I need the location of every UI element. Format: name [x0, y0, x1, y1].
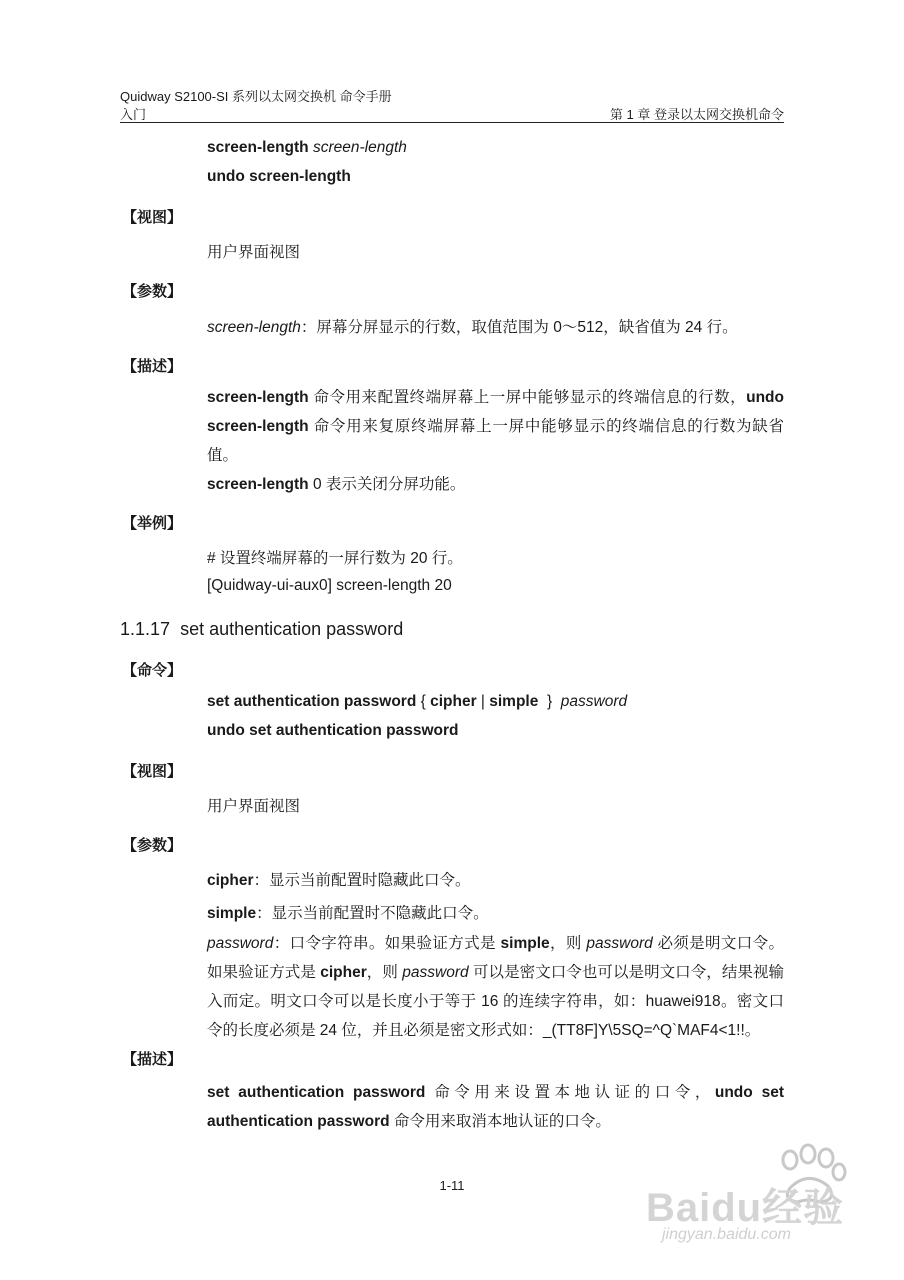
header-chapter: 第 1 章 登录以太网交换机命令 [609, 107, 784, 122]
example1-heading: 【举例】 [122, 515, 183, 532]
page-number: 1-11 [439, 1178, 465, 1193]
desc1-heading: 【描述】 [122, 358, 183, 375]
param2-heading: 【参数】 [122, 837, 183, 854]
desc1-paragraph: screen-length 命令用来配置终端屏幕上一屏中能够显示的终端信息的行数，undo screen-length 命令用来复原终端屏幕上一屏中能够显示的终端信息的行数为缺省值。 [207, 389, 784, 464]
example1-command: [Quidway-ui-aux0] screen-length 20 [207, 577, 452, 594]
cmd2-heading: 【命令】 [122, 662, 183, 679]
header-rule [120, 122, 784, 123]
example1-comment: # 设置终端屏幕的一屏行数为 20 行。 [207, 550, 463, 567]
cmd1-undo: undo screen-length [207, 168, 351, 185]
view2-heading: 【视图】 [122, 763, 183, 780]
desc1-paragraph-2: screen-length 0 表示关闭分屏功能。 [207, 476, 466, 493]
param2-password: password：口令字符串。如果验证方式是 simple，则 password 必须是明文口令。如果验证方式是 cipher，则 password 可以是密文口令也可以是明文口令，结果视输入而定。明文口令可以是长度小于等于 16 的连续字符串，如：huawei918。密文口令的长度必须是 24 位，并且必须是密文形式如：_(TT8F]Y\5SQ=^Q`MAF4<1!!。 [207, 935, 785, 1039]
param1-heading: 【参数】 [122, 283, 183, 300]
baidu-jingyan-watermark [640, 1140, 870, 1250]
header-doc-title: Quidway S2100-SI 系列以太网交换机 命令手册 [120, 89, 392, 104]
param2-cipher: cipher：显示当前配置时隐藏此口令。 [207, 872, 471, 889]
param1-text: screen-length：屏幕分屏显示的行数，取值范围为 0～512，缺省值为 24 行。 [207, 319, 738, 336]
param2-simple: simple：显示当前配置时不隐藏此口令。 [207, 905, 489, 922]
watermark-brand: Baidu经验 [646, 1186, 845, 1230]
desc2-heading: 【描述】 [122, 1051, 183, 1068]
cmd1-syntax: screen-length screen-length [207, 139, 407, 156]
header-part: 入门 [120, 107, 147, 122]
view1-text: 用户界面视图 [207, 244, 301, 261]
cmd2-syntax: set authentication password { cipher | simple } password [207, 693, 628, 710]
desc2-paragraph: set authentication password 命令用来设置本地认证的口令，undo set authentication password 命令用来取消本地认证的口令。 [207, 1084, 785, 1130]
view2-text: 用户界面视图 [207, 798, 301, 815]
view1-heading: 【视图】 [122, 209, 183, 226]
cmd2-undo: undo set authentication password [207, 722, 459, 739]
watermark-url: jingyan.baidu.com [662, 1226, 791, 1243]
section-heading: 1.1.17 set authentication password [120, 619, 404, 639]
